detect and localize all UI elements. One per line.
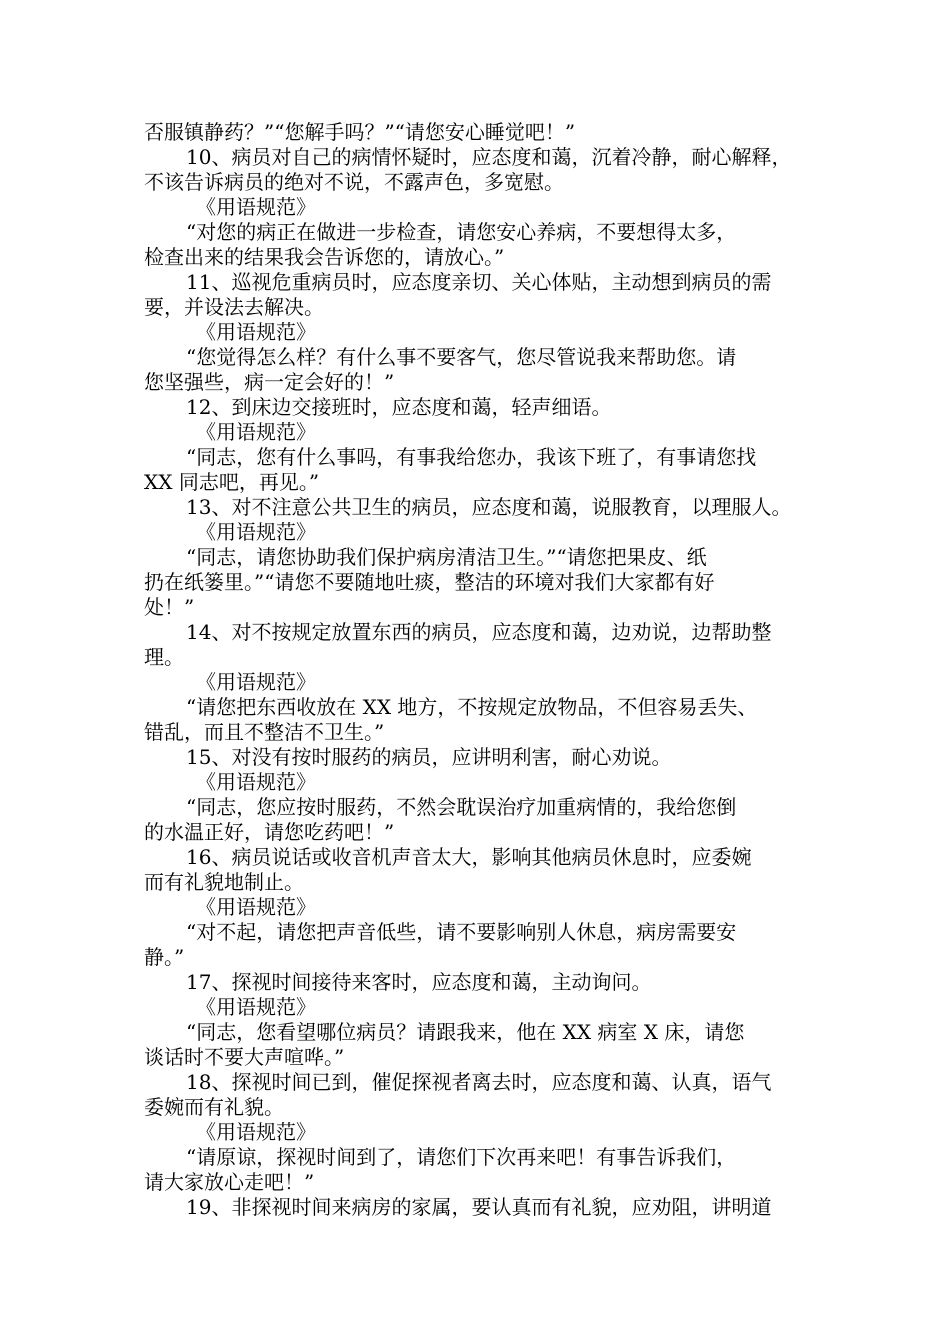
text-line: 12、到床边交接班时，应态度和蔼，轻声细语。: [186, 395, 612, 419]
section-label: 《用语规范》: [196, 995, 316, 1019]
section-label: 《用语规范》: [196, 520, 316, 544]
text-line: 13、对不注意公共卫生的病员，应态度和蔼，说服教育，以理服人。: [186, 495, 792, 519]
text-line: 要，并设法去解决。: [144, 295, 324, 319]
text-line: 请大家放心走吧！”: [144, 1170, 315, 1194]
text-line: “同志，请您协助我们保护病房清洁卫生。”“请您把果皮、纸: [186, 545, 707, 569]
text-line: 检查出来的结果我会告诉您的，请放心。”: [144, 245, 505, 269]
text-line: 17、探视时间接待来客时，应态度和蔼，主动询问。: [186, 970, 652, 994]
text-line: 而有礼貌地制止。: [144, 870, 304, 894]
text-line: 否服镇静药？”“您解手吗？”“请您安心睡觉吧！”: [144, 120, 576, 144]
text-line: 错乱，而且不整洁不卫生。”: [144, 720, 385, 744]
text-line: “请您把东西收放在 XX 地方，不按规定放物品，不但容易丢失、: [186, 695, 758, 719]
text-line: 静。”: [144, 945, 185, 969]
text-line: 15、对没有按时服药的病员，应讲明利害，耐心劝说。: [186, 745, 672, 769]
text-line: 18、探视时间已到，催促探视者离去时，应态度和蔼、认真，语气: [186, 1070, 772, 1094]
text-line: 16、病员说话或收音机声音太大，影响其他病员休息时，应委婉: [186, 845, 752, 869]
text-line: 谈话时不要大声喧哗。”: [144, 1045, 345, 1069]
text-line: 10、病员对自己的病情怀疑时，应态度和蔼，沉着冷静，耐心解释，: [186, 145, 792, 169]
text-line: “对您的病正在做进一步检查，请您安心养病，不要想得太多，: [186, 220, 737, 244]
text-line: “同志，您应按时服药，不然会耽误治疗加重病情的，我给您倒: [186, 795, 737, 819]
text-line: 处！”: [144, 595, 195, 619]
section-label: 《用语规范》: [196, 195, 316, 219]
section-label: 《用语规范》: [196, 895, 316, 919]
text-line: 14、对不按规定放置东西的病员，应态度和蔼，边劝说，边帮助整: [186, 620, 772, 644]
text-line: 理。: [144, 645, 184, 669]
text-line: 扔在纸篓里。”“请您不要随地吐痰，整洁的环境对我们大家都有好: [144, 570, 715, 594]
text-line: 您坚强些，病一定会好的！”: [144, 370, 395, 394]
text-line: 不该告诉病员的绝对不说，不露声色，多宽慰。: [144, 170, 564, 194]
text-line: “您觉得怎么样？有什么事不要客气，您尽管说我来帮助您。请: [186, 345, 737, 369]
text-line: XX 同志吧，再见。”: [144, 470, 320, 494]
text-line: 11、巡视危重病员时，应态度亲切、关心体贴，主动想到病员的需: [186, 270, 772, 294]
text-line: “请原谅，探视时间到了，请您们下次再来吧！有事告诉我们，: [186, 1145, 737, 1169]
text-line: 委婉而有礼貌。: [144, 1095, 284, 1119]
text-line: 的水温正好，请您吃药吧！”: [144, 820, 395, 844]
text-line: 19、非探视时间来病房的家属，要认真而有礼貌，应劝阻，讲明道: [186, 1195, 772, 1219]
section-label: 《用语规范》: [196, 670, 316, 694]
section-label: 《用语规范》: [196, 320, 316, 344]
section-label: 《用语规范》: [196, 1120, 316, 1144]
text-line: “同志，您有什么事吗，有事我给您办，我该下班了，有事请您找: [186, 445, 757, 469]
document-page: [144, 120, 824, 1220]
section-label: 《用语规范》: [196, 420, 316, 444]
text-line: “同志，您看望哪位病员？请跟我来，他在 XX 病室 X 床，请您: [186, 1020, 745, 1044]
text-line: “对不起，请您把声音低些，请不要影响别人休息，病房需要安: [186, 920, 737, 944]
section-label: 《用语规范》: [196, 770, 316, 794]
